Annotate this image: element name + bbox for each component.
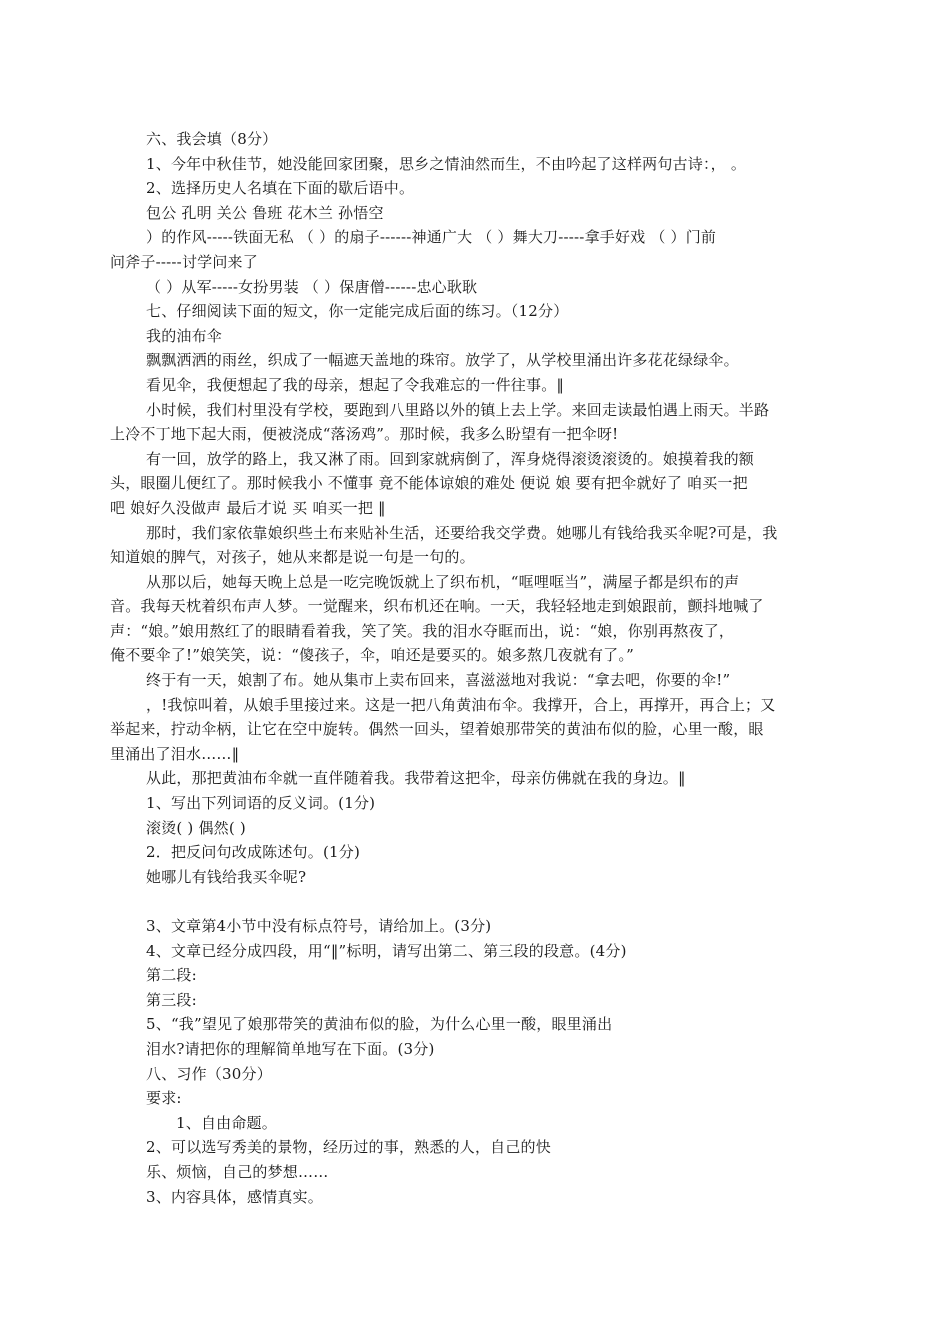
requirement-3: 3、内容具体，感情真实。 — [146, 1187, 323, 1206]
document-page — [110, 127, 840, 1209]
story-paragraph-1: 飘飘洒洒的雨丝，织成了一幅遮天盖地的珠帘。放学了，从学校里涌出许多花花绿绿伞。 — [146, 351, 739, 370]
requirements-label: 要求: — [146, 1089, 182, 1108]
requirement-2-line-1: 2、可以选写秀美的景物，经历过的事，熟悉的人，自己的快 — [146, 1138, 551, 1157]
story-paragraph-6-line-2: 音。我每天枕着织布声人梦。一觉醒来，织布机还在响。一天，我轻轻地走到娘跟前，颤抖地喊了 — [110, 597, 764, 616]
story-paragraph-8: 从此，那把黄油布伞就一直伴随着我。我带着这把伞，母亲仿佛就在我的身边。‖ — [146, 769, 686, 788]
story-paragraph-7-line-1: 终于有一天，娘割了布。她从集市上卖布回来，喜滋滋地对我说：“拿去吧，你要的伞!” — [146, 671, 731, 690]
story-paragraph-3-line-1: 小时候，我们村里没有学校，要跑到八里路以外的镇上去上学。来回走读最怕遇上雨天。半路 — [146, 400, 770, 419]
xiehouyu-row-2: 问斧子-----讨学问来了 — [110, 252, 258, 271]
story-paragraph-2: 看见伞，我便想起了我的母亲，想起了令我难忘的一件往事。‖ — [146, 375, 565, 394]
xiehouyu-row-1: ）的作风-----铁面无私 （ ）的扇子------神通广大 （ ）舞大刀-----拿手好戏 （ ）门前 — [146, 228, 717, 247]
story-paragraph-5-line-2: 知道娘的脾气，对孩子，她从来都是说一句是一句的。 — [110, 548, 475, 567]
story-title: 我的油布伞 — [146, 326, 223, 345]
question-6-1: 1、今年中秋佳节，她没能回家团聚，思乡之情油然而生，不由吟起了这样两句古诗：， 。 — [146, 154, 747, 173]
question-6-2: 2、选择历史人名填在下面的歇后语中。 — [146, 179, 415, 198]
section-7-title: 七、仔细阅读下面的短文，你一定能完成后面的练习。（12分） — [146, 302, 569, 321]
question-7-4: 4、文章已经分成四段，用“‖”标明，请写出第二、第三段的段意。(4分) — [146, 941, 627, 960]
question-7-2-sentence: 她哪儿有钱给我买伞呢? — [146, 867, 307, 886]
question-7-1: 1、写出下列词语的反义词。(1分) — [146, 794, 376, 813]
section-8-title: 八、习作（30分） — [146, 1064, 272, 1083]
story-paragraph-4-line-2: 头，眼圈儿便红了。那时候我小 不懂事 竟不能体谅娘的难处 便说 娘 要有把伞就好了 咱买一把 — [110, 474, 748, 493]
question-7-5-line-1: 5、“我”望见了娘那带笑的黄油布似的脸，为什么心里一酸，眼里涌出 — [146, 1015, 613, 1034]
story-paragraph-4-line-3: 吧 娘好久没做声 最后才说 买 咱买一把 ‖ — [110, 498, 386, 517]
story-paragraph-7-line-3: 举起来，拧动伞柄，让它在空中旋转。偶然一回头，望着娘那带笑的黄油布似的脸，心里一酸，眼 — [110, 720, 764, 739]
question-7-3: 3、文章第4小节中没有标点符号，请给加上。(3分) — [146, 917, 492, 935]
requirement-2-line-2: 乐、烦恼，自己的梦想…… — [146, 1162, 329, 1181]
story-paragraph-6-line-4: 俺不要伞了!”娘笑笑，说：“傻孩子，伞，咱还是要买的。娘多熬几夜就有了。” — [110, 646, 634, 665]
story-paragraph-6-line-1: 从那以后，她每天晚上总是一吃完晚饭就上了织布机，“哐哩哐当”，满屋子都是织布的声 — [146, 572, 740, 591]
name-options: 包公 孔明 关公 鲁班 花木兰 孙悟空 — [146, 203, 384, 222]
story-paragraph-7-line-2: ，!我惊叫着，从娘手里接过来。这是一把八角黄油布伞。我撑开，合上，再撑开，再合上；又 — [146, 695, 776, 714]
xiehouyu-row-3: （ ）从军-----女扮男装 （ ）保唐僧------忠心耿耿 — [146, 277, 478, 296]
story-paragraph-7-line-4: 里涌出了泪水……‖ — [110, 744, 240, 763]
question-7-4-third-paragraph: 第三段: — [146, 990, 197, 1009]
section-6-title: 六、我会填（8分） — [146, 130, 278, 148]
story-paragraph-4-line-1: 有一回，放学的路上，我又淋了雨。回到家就病倒了，浑身烧得滚烫滚烫的。娘摸着我的额 — [146, 449, 755, 468]
requirement-1: 1、自由命题。 — [176, 1113, 277, 1132]
story-paragraph-6-line-3: 声：“娘。”娘用熬红了的眼睛看着我，笑了笑。我的泪水夺眶而出，说：“娘，你别再熬夜了， — [110, 621, 735, 640]
story-paragraph-3-line-2: 上冷不丁地下起大雨，便被浇成“落汤鸡”。那时候，我多么盼望有一把伞呀! — [110, 425, 619, 444]
question-7-5-line-2: 泪水?请把你的理解简单地写在下面。(3分) — [146, 1039, 435, 1058]
story-paragraph-5-line-1: 那时，我们家依靠娘织些土布来贴补生活，还要给我交学费。她哪儿有钱给我买伞呢?可是，我 — [146, 523, 778, 542]
question-7-4-second-paragraph: 第二段: — [146, 966, 197, 985]
answer-space — [110, 889, 840, 914]
question-7-2: 2．把反问句改成陈述句。(1分) — [146, 843, 360, 862]
question-7-1-answer: 滚烫( ) 偶然( ) — [146, 818, 246, 837]
